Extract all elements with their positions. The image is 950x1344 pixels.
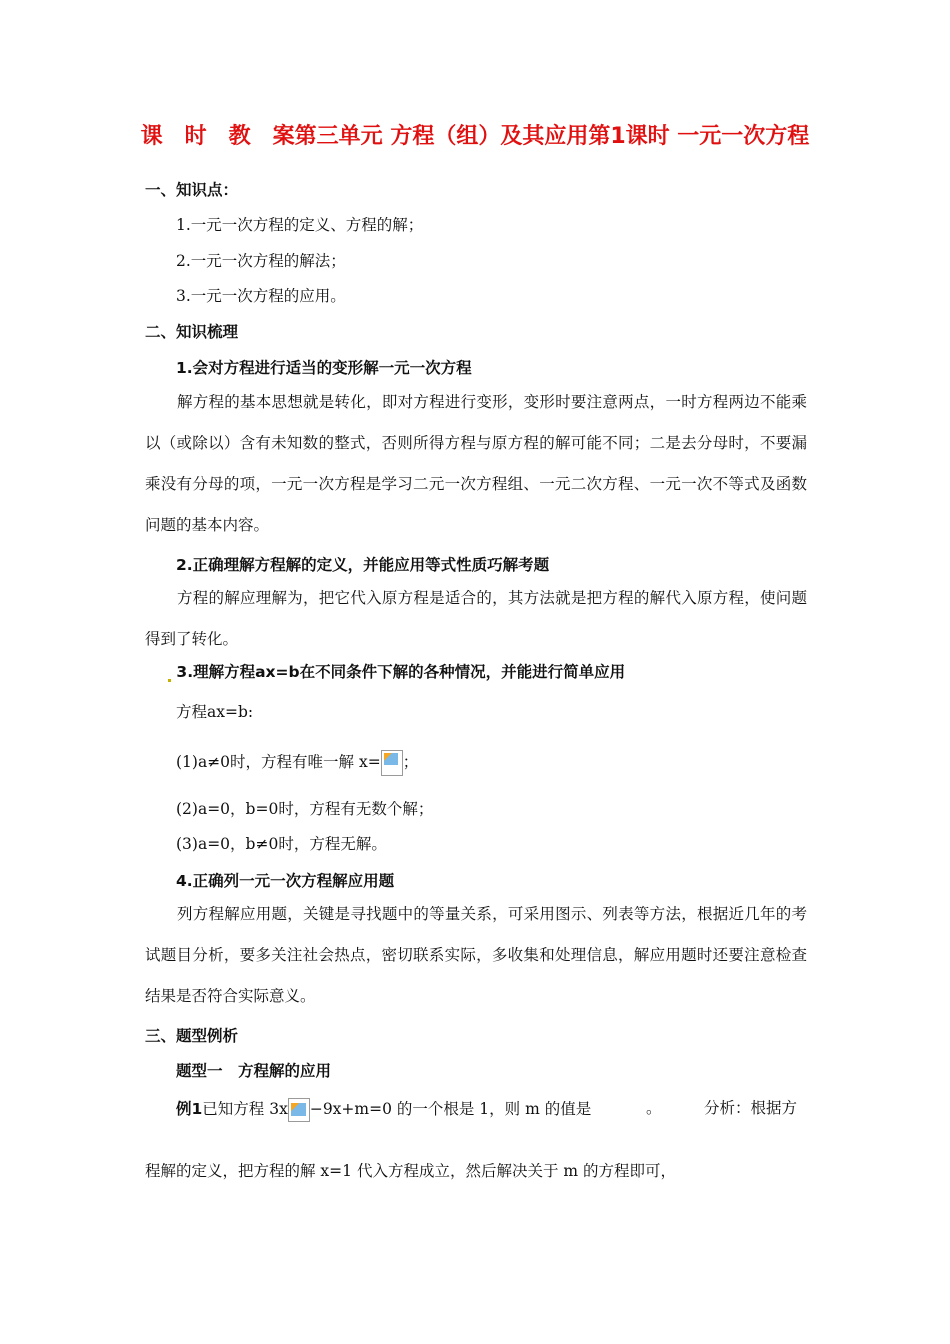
subheading-2: 2.正确理解方程解的定义，并能应用等式性质巧解考题	[176, 556, 550, 574]
page-title: 课 时 教 案第三单元 方程（组）及其应用第1课时 一元一次方程	[140, 124, 810, 149]
subheading-3-text: 3.理解方程ax=b在不同条件下解的各种情况，并能进行简单应用	[176, 663, 626, 681]
case-2: (2)a=0，b=0时，方程有无数个解；	[176, 800, 434, 818]
subheading-3	[168, 662, 625, 682]
exponent-image-icon	[288, 1098, 310, 1122]
fraction-image-icon	[381, 750, 403, 776]
example-blank-end: 。	[646, 1099, 662, 1117]
example-1	[176, 1098, 591, 1122]
list-item: 3.一元一次方程的应用。	[176, 287, 346, 305]
example-label: 例1	[176, 1100, 203, 1118]
section-heading-review: 二、知识梳理	[145, 323, 239, 341]
example-type-1: 题型一 方程解的应用	[176, 1062, 332, 1080]
paragraph-2: 方程的解应理解为，把它代入原方程是适合的，其方法就是把方程的解代入原方程，使问题得到了转化。	[145, 589, 807, 648]
subheading-1: 1.会对方程进行适当的变形解一元一次方程	[176, 359, 472, 377]
paragraph-1: 解方程的基本思想就是转化，即对方程进行变形，变形时要注意两点，一时方程两边不能乘以（或除以）含有未知数的整式，否则所得方程与原方程的解可能不同；二是去分母时，不要漏乘没有分母的项，一元一次方程是学习二元一次方程组、一元二次方程、一元一次不等式及函数问题的基本内容。	[145, 393, 807, 534]
example-text-b: −9x+m=0 的一个根是 1，则 m 的值是	[309, 1100, 592, 1118]
subheading-4: 4.正确列一元一次方程解应用题	[176, 872, 395, 890]
case-1-end: ；	[402, 753, 419, 771]
case-3: (3)a=0，b≠0时，方程无解。	[176, 835, 387, 853]
list-item: 2.一元一次方程的解法；	[176, 252, 346, 270]
example-text-a: 已知方程 3x	[202, 1100, 288, 1118]
analysis-start: 分析：根据方	[704, 1099, 798, 1117]
marker-dot	[168, 679, 171, 682]
case-1	[176, 750, 418, 776]
equation-intro: 方程ax=b:	[176, 703, 254, 721]
analysis-text: 程解的定义，把方程的解 x=1 代入方程成立，然后解决关于 m 的方程即可，	[145, 1162, 676, 1180]
section-heading-examples: 三、题型例析	[145, 1027, 239, 1045]
case-1-text: (1)a≠0时，方程有唯一解 x=	[176, 753, 381, 771]
list-item: 1.一元一次方程的定义、方程的解；	[176, 216, 424, 234]
paragraph-4: 列方程解应用题，关键是寻找题中的等量关系，可采用图示、列表等方法，根据近几年的考试题目分析，要多关注社会热点，密切联系实际，多收集和处理信息，解应用题时还要注意检查结果是否符合实际意义。	[145, 905, 807, 1005]
section-heading-knowledge: 一、知识点：	[145, 181, 239, 199]
